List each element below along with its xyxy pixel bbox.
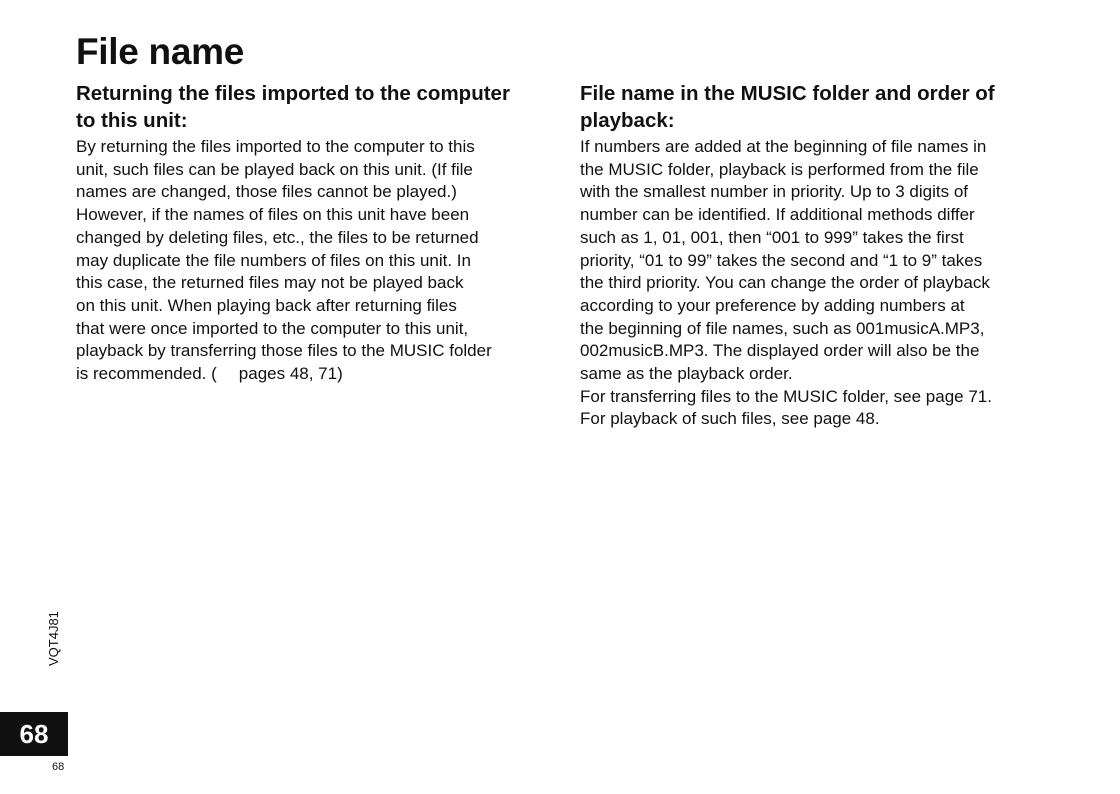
body-line: the third priority. You can change the order of playback	[580, 273, 990, 293]
model-code: VQT4J81	[46, 611, 61, 666]
body-line: such as 1, 01, 001, then “001 to 999” takes the first	[580, 227, 964, 247]
body-line: 002musicB.MP3. The displayed order will also be the	[580, 341, 980, 361]
section-heading-file-name-order	[580, 80, 1045, 134]
heading-line: Returning the files imported to the computer	[76, 82, 510, 105]
body-line: priority, “01 to 99” takes the second and “1 to 9” takes	[580, 250, 983, 270]
body-line: playback by transferring those files to the MUSIC folder	[76, 341, 492, 361]
page-number-footer: 68	[52, 761, 65, 773]
body-line: the MUSIC folder, playback is performed from the file	[580, 159, 979, 179]
body-line: is recommended. (	[76, 364, 217, 384]
body-line: the beginning of file names, such as 001musicA.MP3,	[580, 318, 985, 338]
section-body-returning-files	[76, 136, 546, 386]
heading-line: playback:	[580, 109, 675, 132]
body-line: on this unit. When playing back after returning files	[76, 295, 457, 315]
body-line: with the smallest number in priority. Up to 3 digits of	[580, 182, 969, 202]
body-line: that were once imported to the computer to this unit,	[76, 318, 469, 338]
left-column	[76, 80, 546, 386]
body-line: However, if the names of files on this unit have been	[76, 205, 470, 225]
page-number-tab: 68	[0, 712, 68, 756]
body-line: same as the playback order.	[580, 364, 793, 384]
body-line: For transferring files to the MUSIC folder, see page 71.	[580, 386, 992, 406]
section-heading-returning-files	[76, 80, 546, 134]
heading-line: to this unit:	[76, 109, 188, 132]
page-reference: pages 48, 71)	[238, 364, 343, 384]
section-body-file-name-order	[580, 136, 1045, 431]
body-line: may duplicate the file numbers of files on this unit. In	[76, 250, 471, 270]
body-line: number can be identified. If additional methods differ	[580, 205, 975, 225]
right-column	[580, 80, 1045, 431]
body-line: unit, such files can be played back on this unit. (If file	[76, 159, 473, 179]
body-line: For playback of such files, see page 48.	[580, 409, 880, 429]
heading-line: File name in the MUSIC folder and order of	[580, 82, 995, 105]
page-title: File name	[76, 31, 244, 72]
body-line: names are changed, those files cannot be played.)	[76, 182, 457, 202]
body-line: By returning the files imported to the computer to this	[76, 137, 475, 156]
body-line: according to your preference by adding numbers at	[580, 295, 965, 315]
body-line: this case, the returned files may not be played back	[76, 273, 464, 293]
body-line: If numbers are added at the beginning of file names in	[580, 137, 987, 156]
body-line: changed by deleting files, etc., the files to be returned	[76, 227, 479, 247]
